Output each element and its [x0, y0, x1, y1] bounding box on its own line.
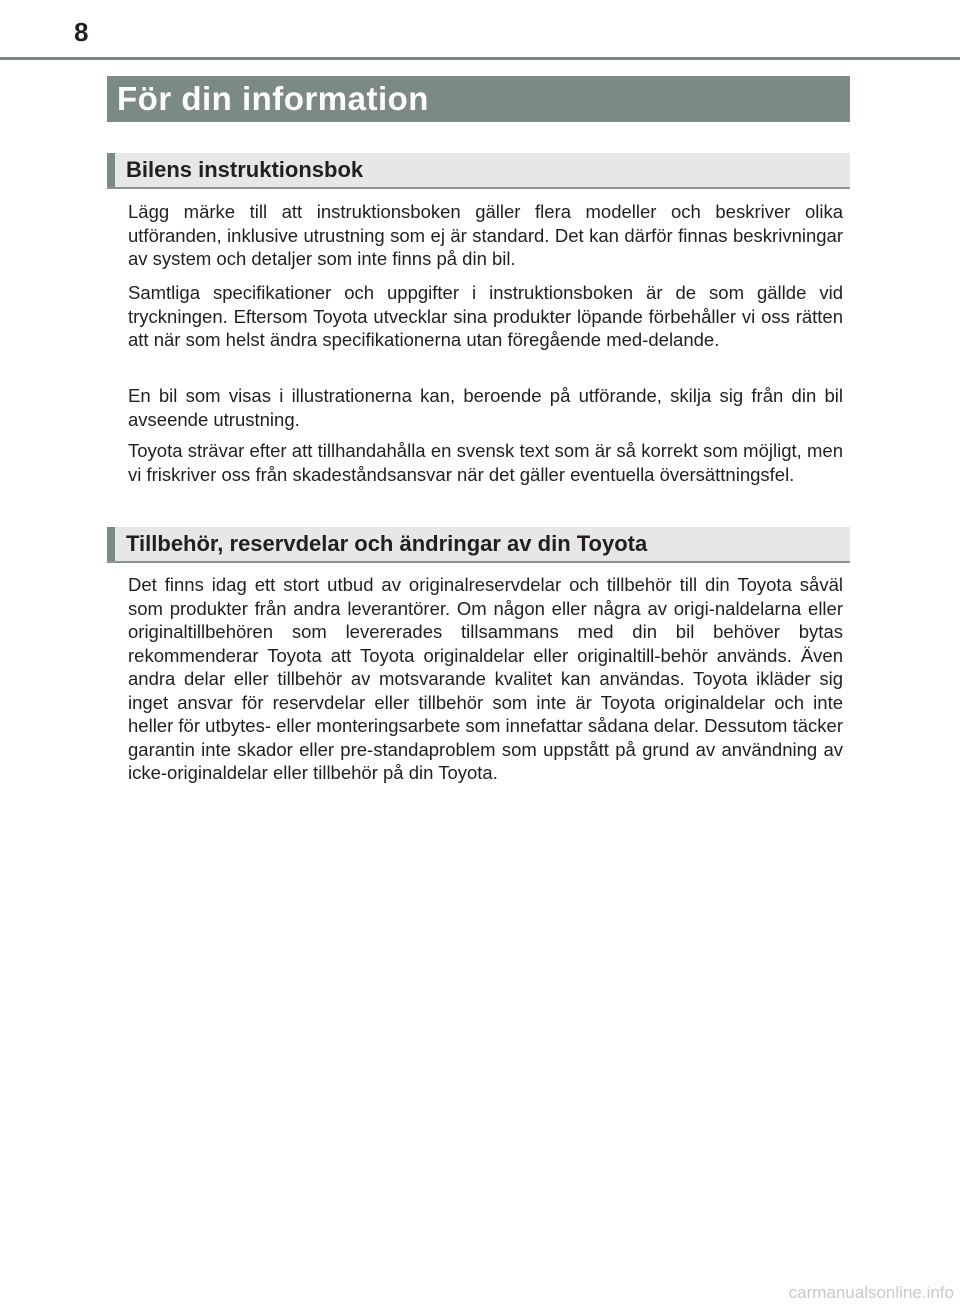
paragraph: Lägg märke till att instruktionsboken gäller flera modeller och beskriver olika utföranden, inklusive utrustning som ej är standard. Det kan därför finnas beskrivningar av system och detaljer som inte finns på din bil. — [128, 201, 843, 269]
paragraph: Samtliga specifikationer och uppgifter i instruktionsboken är de som gällde vid tryckningen. Eftersom Toyota utvecklar sina produkter löpande förbehåller vi oss rätten att när som helst ändra specifikationerna utan föregående med-delande. — [128, 282, 843, 350]
section-title: Tillbehör, reservdelar och ändringar av din Toyota — [126, 531, 648, 556]
watermark: carmanualsonline.info — [788, 1283, 954, 1302]
section-header-owners-manual — [107, 153, 850, 189]
paragraph: Toyota strävar efter att tillhandahålla en svensk text som är så korrekt som möjligt, men vi friskriver oss från skadeståndsansvar när det gäller eventuella översättningsfel. — [128, 440, 843, 485]
header-rule — [0, 57, 960, 60]
section-title: Bilens instruktionsbok — [126, 157, 364, 182]
paragraph: Det finns idag ett stort utbud av originalreservdelar och tillbehör till din Toyota såväl som produkter från andra leverantörer. Om någon eller några av origi-naldelarna eller originaltillbehören som levererades tillsammans med din bil behöver bytas rekommenderar Toyota att Toyota originaldelar eller originaltill-behör används. Även andra delar eller tillbehör av motsvarande kvalitet kan användas. Toyota ikläder sig inget ansvar för reservdelar eller tillbehör som inte är Toyota originaldelar och inte heller för utbytes- eller monteringsarbete som innefattar sådana delar. Dessutom täcker garantin inte skador eller pre-standaproblem som uppstått på grund av användning av icke-originaldelar eller tillbehör på din Toyota. — [128, 574, 843, 783]
paragraph: En bil som visas i illustrationerna kan, beroende på utförande, skilja sig från din bil avseende utrustning. — [128, 385, 843, 430]
chapter-title: För din information — [117, 80, 429, 117]
page-number: 8 — [74, 17, 89, 47]
section-header-accessories — [107, 527, 850, 563]
chapter-header — [107, 76, 850, 122]
